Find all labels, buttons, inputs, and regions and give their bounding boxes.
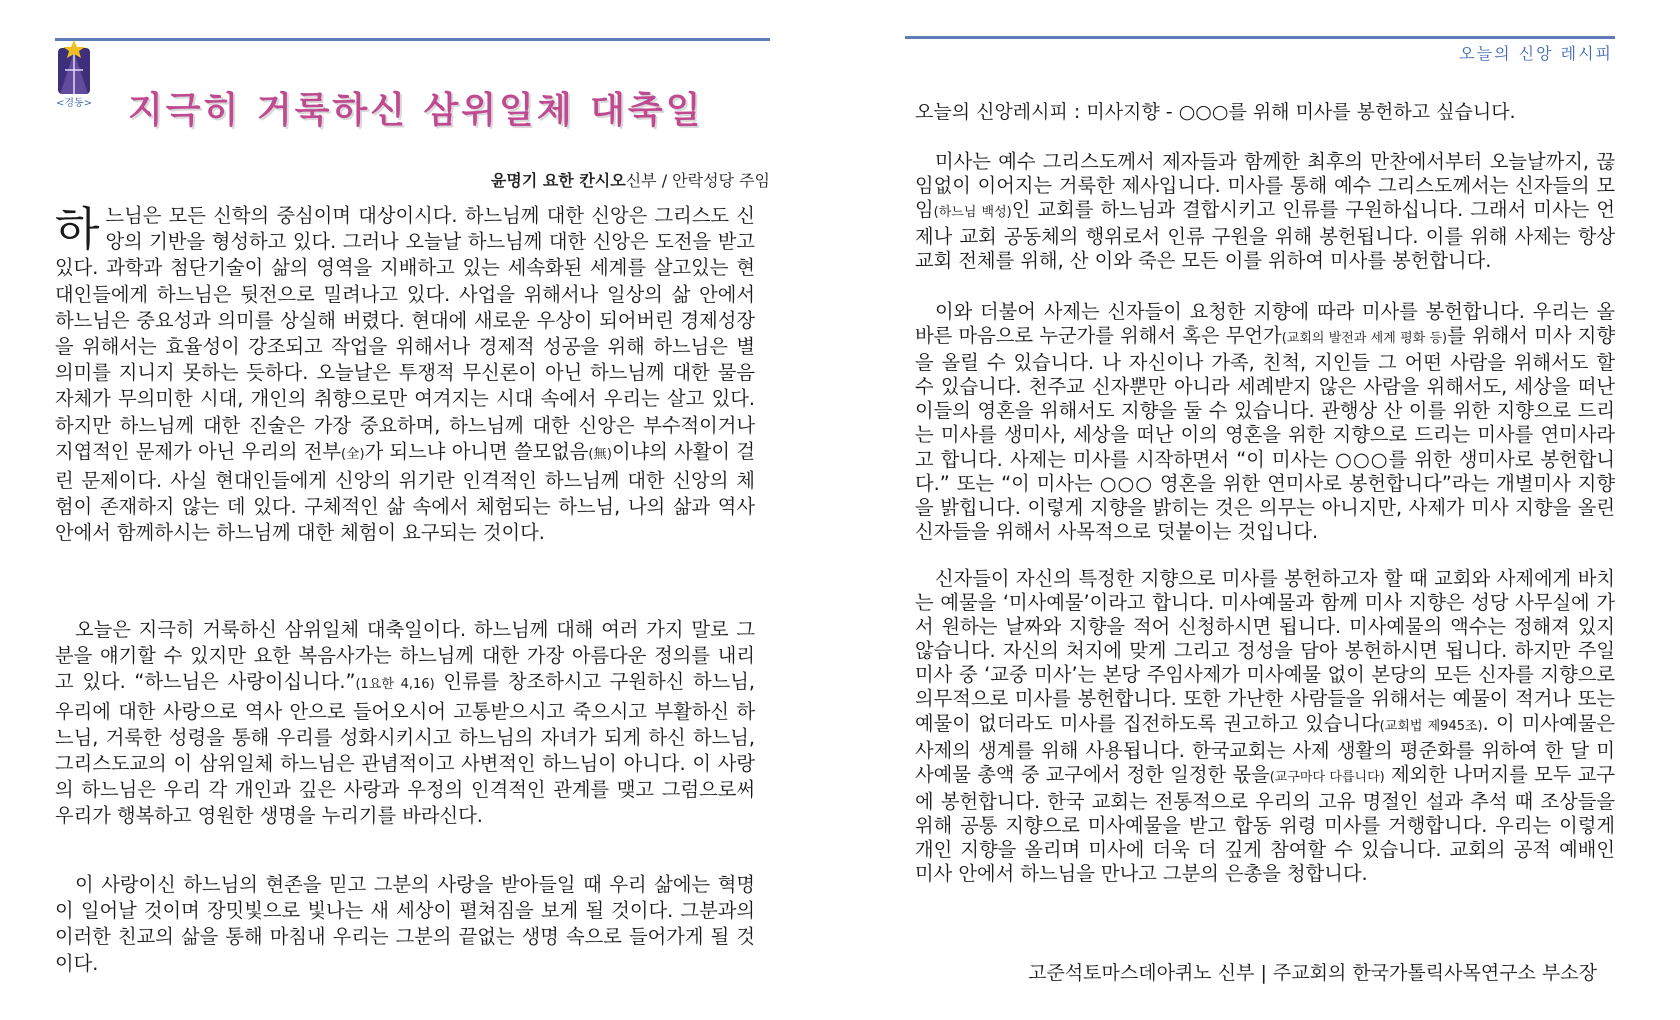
paragraph-1-text-b: 가 되느냐 아니면 쓸모없음 xyxy=(364,439,589,463)
paragraph-2-text-a: 이와 더불어 사제는 신자들이 요청한 지향에 따라 미사를 봉헌합니다. 우리는 올바른 마음으로 누군가를 위해서 혹은 무언가 xyxy=(915,300,1615,348)
paragraph-1 xyxy=(55,203,755,547)
section-label: 오늘의 신앙 레시피 xyxy=(1459,44,1613,63)
section-subtitle: 오늘의 신앙레시피 : 미사지향 - ○○○를 위해 미사를 봉헌하고 싶습니다. xyxy=(915,101,1516,123)
paragraph-3-text-b: . 이 미사예물은 사제의 생계를 위해 사용됩니다. 한국교회는 사제 생활의 평준화를 위하여 한 달 미사예물 총액 중 교구에서 정한 일정한 몫을 xyxy=(915,711,1615,786)
author-name: 윤명기 요한 칸시오 xyxy=(490,171,626,190)
note-4: (교구마다 다릅니다) xyxy=(1269,769,1385,785)
diocese-logo-icon xyxy=(55,40,93,110)
paragraph-1-text-a: 미사는 예수 그리스도께서 제자들과 함께한 최후의 만찬에서부터 오늘날까지, 끊임없이 이어지는 거룩한 제사입니다. 미사를 통해 예수 그리스도께서는 신자들의 모임 xyxy=(915,150,1615,222)
byline xyxy=(491,168,770,191)
paragraph-1-text-b: 인 교회를 하느님과 결합시키고 인류를 구원하십니다. 그래서 미사는 언제나 교회 공동체의 행위로서 인류 구원을 위해 봉헌됩니다. 이를 위해 사제는 항상 교회 전체를 위해, 산 이와 죽은 모든 이를 위하여 미사를 봉헌합니다. xyxy=(915,198,1615,273)
page-title: 지극히 거룩하신 삼위일체 대축일 xyxy=(128,90,704,131)
paragraph-1-text-c: 이냐의 사활이 걸린 문제이다. 사실 현대인들에게 신앙의 위기란 인격적인 하느님께 대한 신앙의 체험이 존재하지 않는 데 있다. 구체적인 삶 속에서 체험되는 하느님, 나의 삶과 역사 안에서 함께하시는 하느님께 대한 체험이 요구되는 것이다. xyxy=(55,439,755,545)
scripture-reference: (1요한 4,16) xyxy=(355,677,435,693)
paragraph-3 xyxy=(915,567,1615,886)
paragraph-1-text-a: 느님은 모든 신학의 중심이며 대상이시다. 하느님께 대한 신앙은 그리스도 신앙의 기반을 형성하고 있다. 그러나 오늘날 하느님께 대한 신앙은 도전을 받고 있다. 과학과 첨단기술이 삶의 영역을 지배하고 있는 세속화된 세계를 살고있는 현대인들에게 하느님은 뒷전으로 밀려나고 있다. 사업을 위해서나 일상의 삶 안에서 하느님은 중요성과 의미를 상실해 버렸다. 현대에 새로운 우상이 되어버린 경제성장을 위해서는 효율성이 강조되고 작업을 위해서나 경제적 성공을 위해 하느님은 별 의미를 지니지 못하는 듯하다. 오늘날은 투쟁적 무신론이 아닌 하느님께 대한 물음 자체가 무의미한 시대, 개인의 취향으로만 여겨지는 시대 속에서 우리는 살고 있다. 하지만 하느님께 대한 진술은 가장 중요하며, 하느님께 대한 신앙은 부수적이거나 지엽적인 문제가 아닌 우리의 전부 xyxy=(55,204,755,463)
author-role: 신부 / 안락성당 주임 xyxy=(625,171,770,190)
paragraph-2-text-b: 인류를 창조하시고 구원하신 하느님, 우리에 대한 사랑으로 역사 안으로 들어오시어 고통받으시고 죽으시고 부활하신 하느님, 거룩한 성령을 통해 우리를 성화시키시고 하느님의 자녀가 되게 하신 하느님, 그리스도교의 이 삼위일체 하느님은 관념적이고 사변적인 하느님이 아니다. 이 사랑의 하느님은 우리 각 개인과 깊은 사랑과 우정의 인격적인 관계를 맺고 그럼으로써 우리가 행복하고 영원한 생명을 누리기를 바라신다. xyxy=(55,670,755,828)
hanja-note-1: (全) xyxy=(341,446,365,462)
paragraph-3: 이 사랑이신 하느님의 현존을 믿고 그분의 사랑을 받아들일 때 우리 삶에는 혁명이 일어날 것이며 장밋빛으로 빛나는 새 세상이 펼쳐짐을 보게 될 것이다. 그분과의 이러한 친교의 삶을 통해 마침내 우리는 그분의 끝없는 생명 속으로 들어가게 될 것이다. xyxy=(55,873,756,975)
note-1: (하느님 백성) xyxy=(933,205,1012,221)
paragraph-2 xyxy=(915,300,1615,544)
logo-text: <경동> xyxy=(55,98,93,109)
paragraph-3-text-c: 제외한 나머지를 모두 교구에 봉헌합니다. 한국 교회는 전통적으로 우리의 고유 명절인 설과 추석 때 조상들을 위해 공통 지향으로 미사예물을 받고 합동 위령 미사를 거행합니다. 우리는 이렇게 개인 지향을 올리며 미사에 더욱 더 깊게 참여할 수 있습니다. 교회의 공적 예배인 미사 안에서 하느님을 만나고 그분의 은총을 청합니다. xyxy=(915,762,1615,886)
top-rule xyxy=(905,36,1615,39)
top-rule xyxy=(55,38,770,41)
paragraph-1 xyxy=(915,150,1615,273)
note-2: (교회의 발전과 세계 평화 등) xyxy=(1281,331,1448,347)
paragraph-2 xyxy=(55,617,755,830)
author-signature: 고준석토마스데아퀴노 신부 | 주교회의 한국가톨릭사목연구소 부소장 xyxy=(1028,962,1597,984)
paragraph-3-text-a: 신자들이 자신의 특정한 지향으로 미사를 봉헌하고자 할 때 교회와 사제에게 바치는 예물을 ‘미사예물’이라고 합니다. 미사예물과 함께 미사 지향은 성당 사무실에 가서 원하는 날짜와 지향을 적어 신청하시면 됩니다. 미사예물의 액수는 정해져 있지 않습니다. 자신의 처지에 맞게 그리고 정성을 담아 봉헌하시면 됩니다. 하지만 주일 미사 중 ‘교중 미사’는 본당 주임사제가 미사예물 없이 본당의 모든 신자를 지향으로 의무적으로 미사를 봉헌합니다. 또한 가난한 사람들을 위해서는 예물이 적거나 또는 예물이 없더라도 미사를 집전하도록 권고하고 있습니다 xyxy=(915,567,1615,735)
hanja-note-2: (無) xyxy=(588,446,612,462)
paragraph-2-text-b: 를 위해서 미사 지향을 올릴 수 있습니다. 나 자신이나 가족, 친척, 지인들 그 어떤 사람을 위해서도 할 수 있습니다. 천주교 신자뿐만 아니라 세례받지 않은 사람을 위해서도, 세상을 떠난 이들의 영혼을 위해서도 지향을 둘 수 있습니다. 관행상 산 이를 위한 지향으로 드리는 미사를 생미사, 세상을 떠난 이의 영혼을 위한 지향으로 드리는 미사를 연미사라고 합니다. 사제는 미사를 시작하면서 “이 미사는 ○○○를 위한 생미사로 봉헌합니다.” 또는 “이 미사는 ○○○ 영혼을 위한 연미사로 봉헌합니다”라는 개별미사 지향을 밝힙니다. 이렇게 지향을 밝히는 것은 의무는 아니지만, 사제가 미사 지향을 올린 신자들을 위해서 사목적으로 덧붙이는 것입니다. xyxy=(915,324,1615,543)
drop-cap: 하 xyxy=(55,202,100,256)
note-3: (교회법 제945조) xyxy=(1379,718,1483,734)
paragraph-2-text-a: 오늘은 지극히 거룩하신 삼위일체 대축일이다. 하느님께 대해 여러 가지 말로 그분을 얘기할 수 있지만 요한 복음사가는 하느님께 대한 가장 아름다운 정의를 내리고 있다. “하느님은 사랑이십니다.” xyxy=(55,618,755,694)
